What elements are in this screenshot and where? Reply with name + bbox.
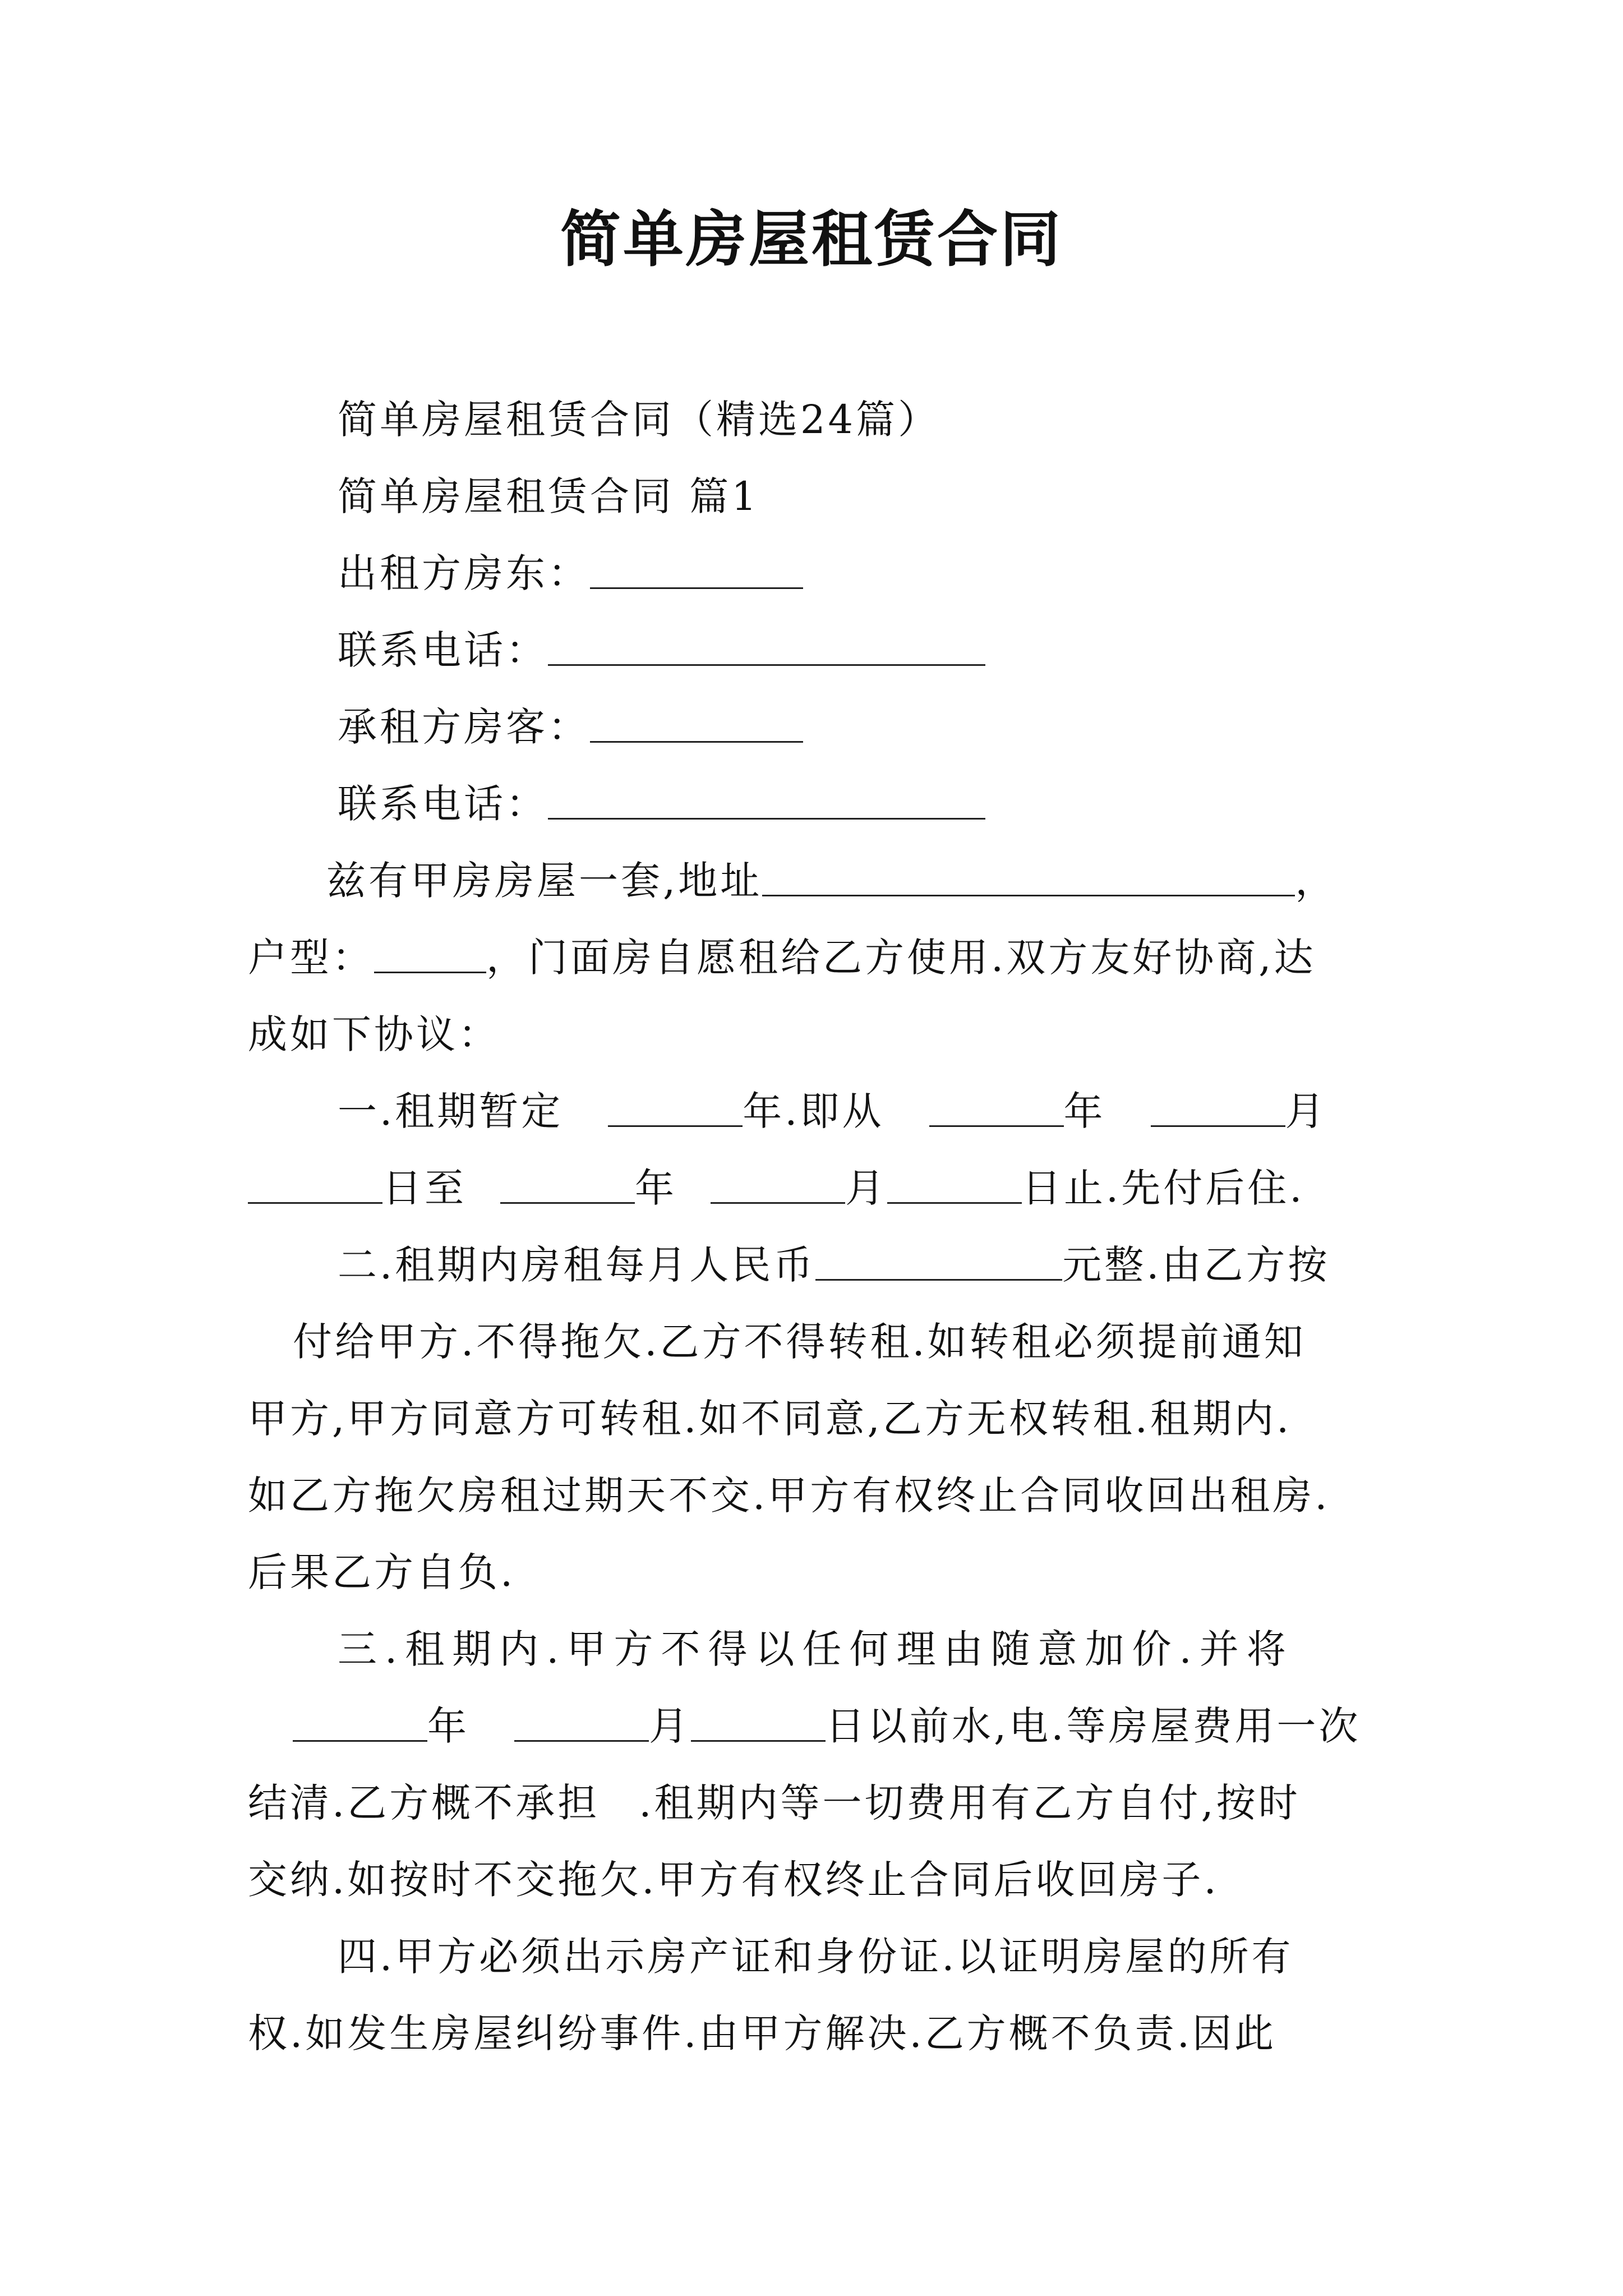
clause-2-line-2: 付给甲方.不得拖欠.乙方不得转租.如转租必须提前通知 [293, 1319, 1306, 1365]
landlord-phone-line [248, 612, 1390, 689]
clause-2-line-1: 二.租期内房租每月人民币 元整.由乙方按 [338, 1242, 1330, 1288]
clause-1-line-1: 一.租期暂定 年.即从 年 月 [338, 1088, 1327, 1134]
settle-year-blank [293, 1705, 427, 1742]
settle-month-blank [514, 1705, 649, 1742]
landlord-phone-blank [548, 629, 985, 666]
clause-3-line-1: 三.租期内.甲方不得以任何理由随意加价.并将 [338, 1626, 1294, 1672]
tenant-phone-line [248, 766, 1390, 843]
landlord-phone-label: 联系电话： [338, 627, 548, 673]
document-body [248, 381, 1390, 2072]
clause-3-line-3: 结清.乙方概不承担 .租期内等一切费用有乙方自付,按时 [248, 1780, 1301, 1826]
end-month-blank [711, 1167, 845, 1204]
intro-heading: 简单房屋租赁合同（精选24篇） [338, 397, 940, 443]
clause-3-line-4: 交纳.如按时不交拖欠.甲方有权终止合同后收回房子. [248, 1857, 1219, 1903]
clause-3-line-2: 年 月 日以前水,电.等房屋费用一次 [248, 1688, 1390, 1765]
landlord-label: 出租方房东： [338, 550, 590, 596]
landlord-line [248, 535, 1390, 612]
term-years-blank [608, 1090, 743, 1127]
tenant-blank [590, 706, 803, 743]
tenant-phone-blank [548, 783, 985, 820]
start-year-blank [929, 1090, 1064, 1127]
clause-2-line-3: 甲方,甲方同意方可转租.如不同意,乙方无权转租.租期内. [248, 1396, 1292, 1442]
clause-2-line-5: 后果乙方自负. [248, 1549, 516, 1595]
paragraph-0-line-3: 成如下协议： [248, 1011, 500, 1057]
intro-subheading: 简单房屋租赁合同 篇1 [338, 473, 759, 519]
tenant-label: 承租方房客： [338, 704, 590, 750]
paragraph-0-line-1: 兹有甲房房屋一套,地址 ， [326, 858, 1338, 904]
clause-2-line-4: 如乙方拖欠房租过期天不交.甲方有权终止合同收回出租房. [248, 1473, 1330, 1519]
end-day-blank [887, 1167, 1022, 1204]
landlord-blank [590, 552, 803, 589]
tenant-line [248, 689, 1390, 766]
document-title: 简单房屋租赁合同 [560, 204, 1063, 275]
paragraph-0-line-2: 户型： ，门面房自愿租给乙方使用.双方友好协商,达 [248, 935, 1316, 981]
tenant-phone-label: 联系电话： [338, 781, 548, 827]
start-month-blank [1151, 1090, 1285, 1127]
clause-1-line-2: 日至 年 月 日止.先付后住. [248, 1150, 1390, 1227]
rent-amount-blank [815, 1244, 1062, 1281]
settle-day-blank [691, 1705, 826, 1742]
address-blank [762, 859, 1295, 896]
clause-4-line-2: 权.如发生房屋纠纷事件.由甲方解决.乙方概不负责.因此 [248, 2010, 1277, 2056]
start-day-blank [248, 1167, 382, 1204]
end-year-blank [500, 1167, 635, 1204]
layout-blank [374, 936, 486, 973]
clause-4-line-1: 四.甲方必须出示房产证和身份证.以证明房屋的所有 [338, 1934, 1294, 1980]
